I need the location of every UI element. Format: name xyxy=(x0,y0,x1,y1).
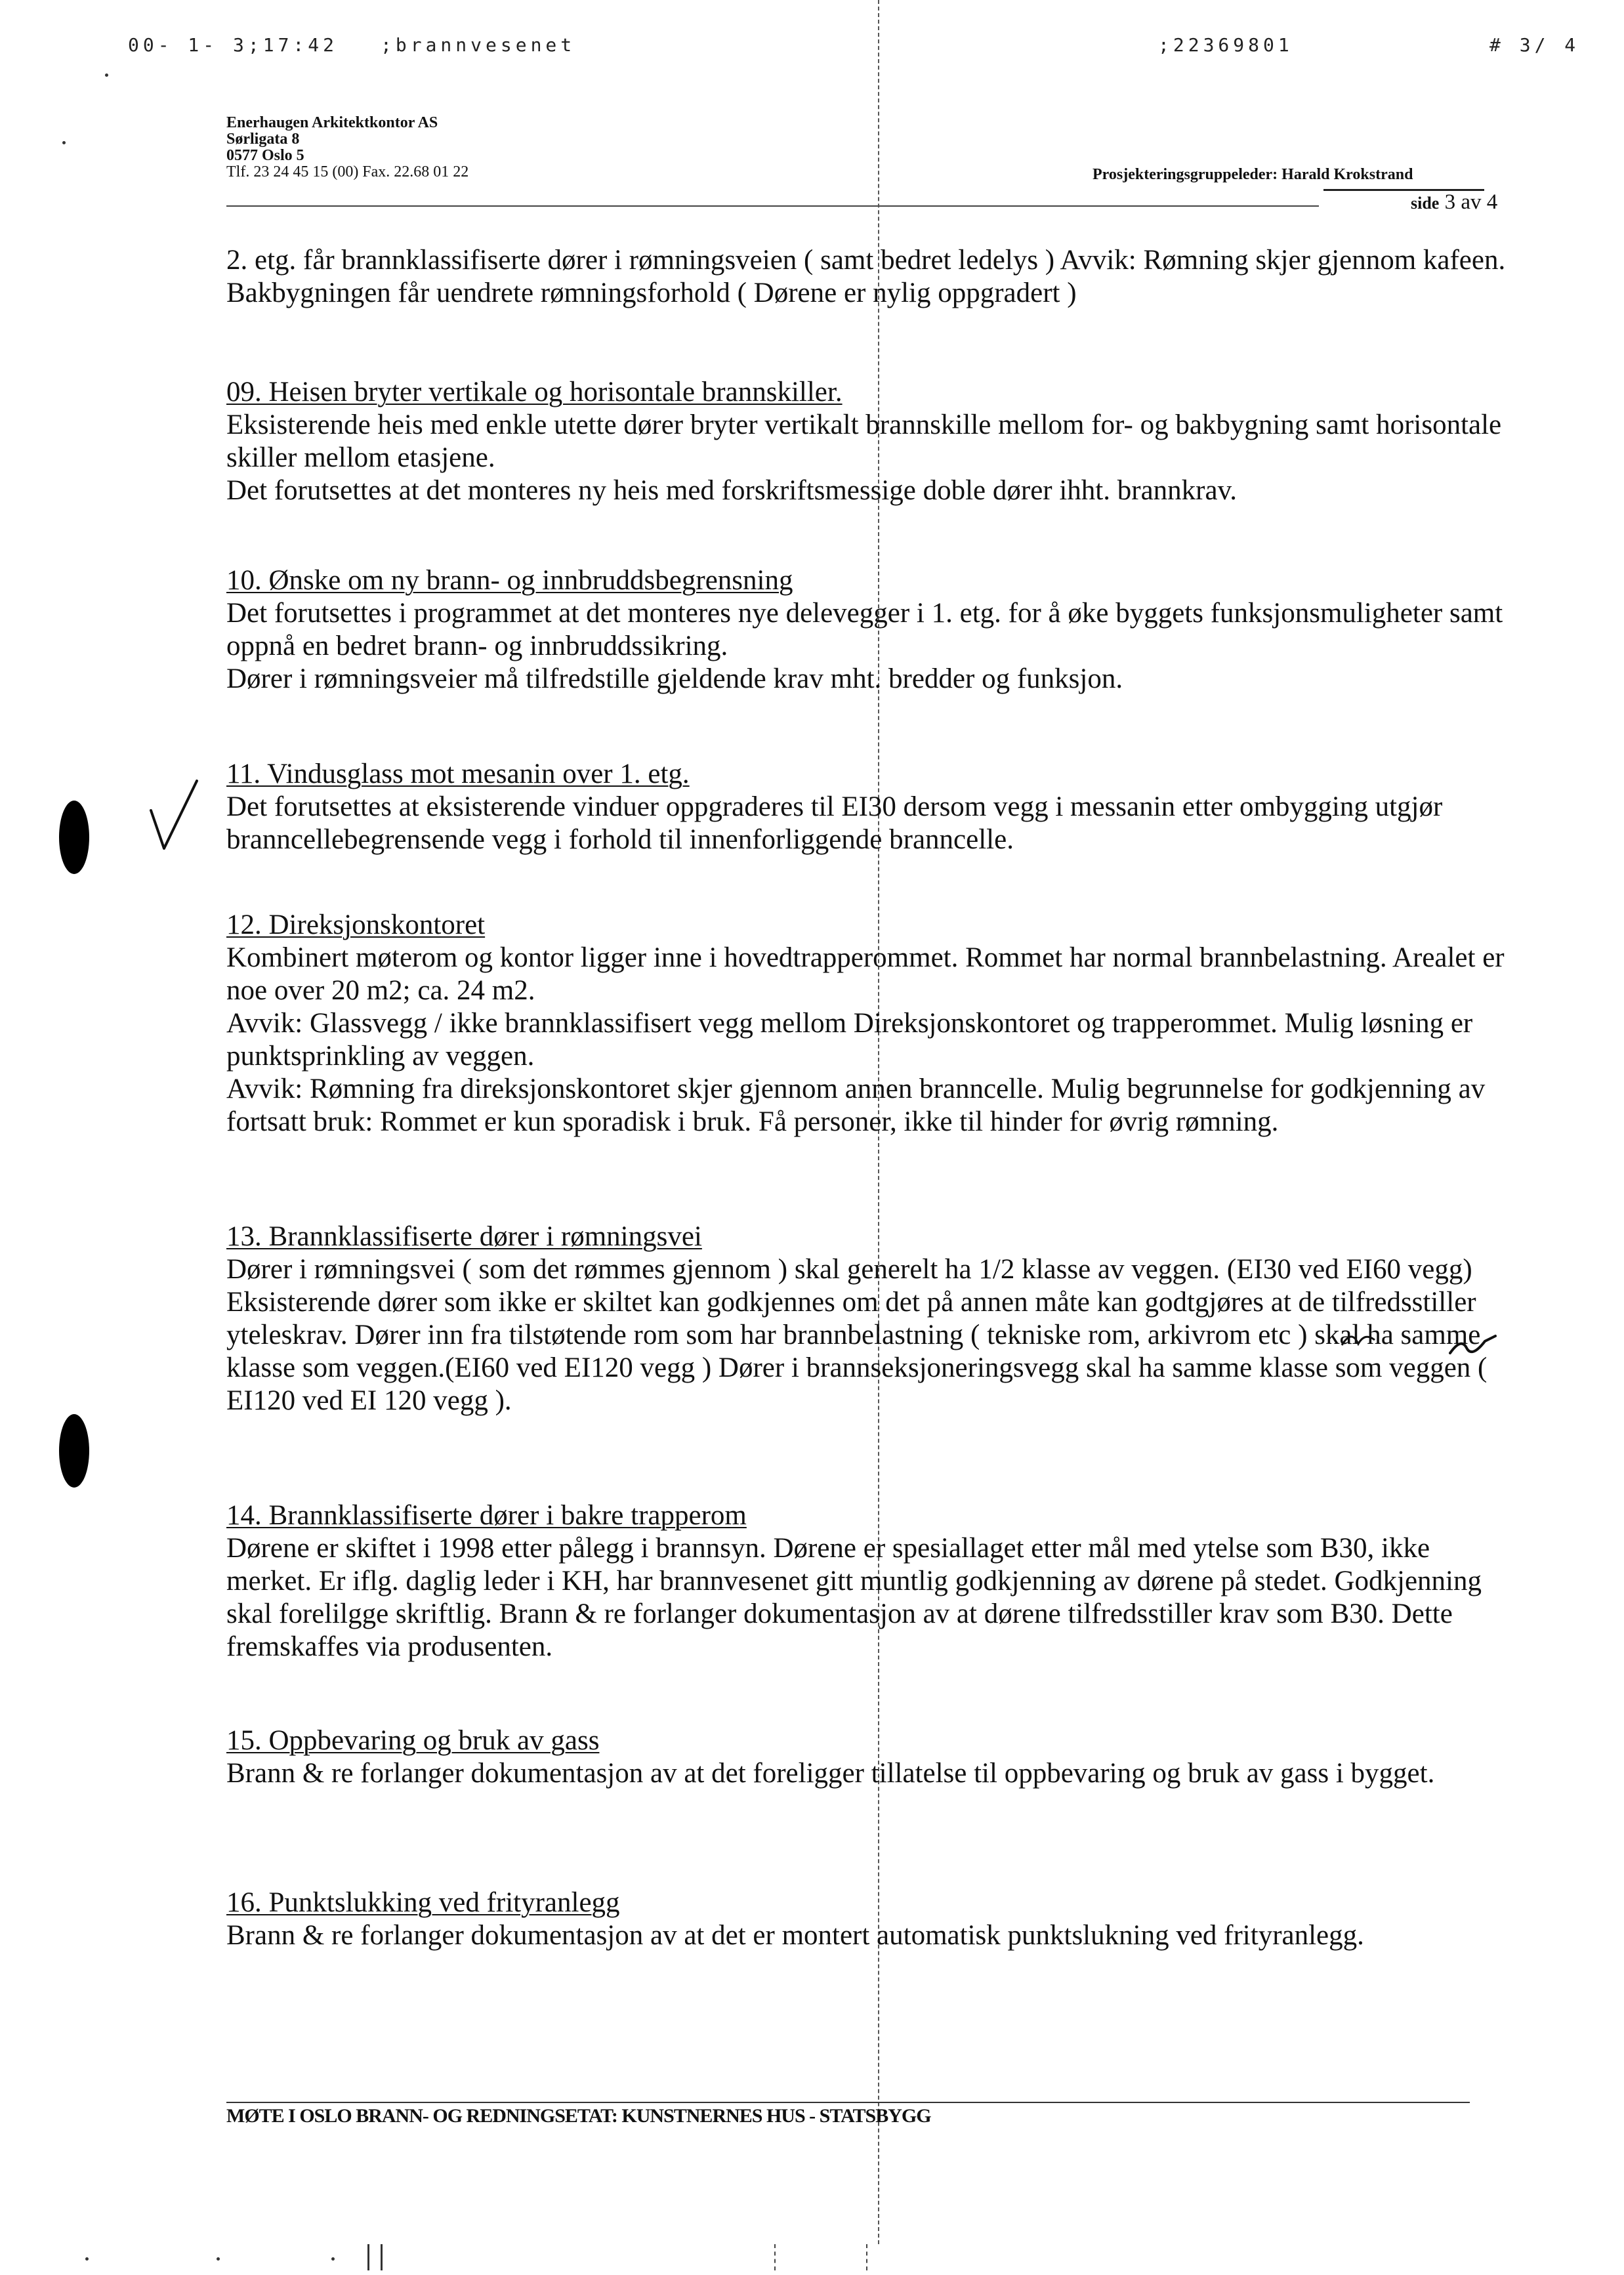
section-heading: 09. Heisen bryter vertikale og horisontale brannskiller. xyxy=(226,377,843,407)
section-paragraph: Dører i rømningsveier må tilfredstille gjeldende krav mht. bredder og funksjon. xyxy=(226,663,1123,694)
section-heading: 14. Brannklassifiserte dører i bakre trapperom xyxy=(226,1500,747,1531)
scan-speck xyxy=(85,2257,89,2261)
scan-artifact-line xyxy=(381,2244,383,2270)
checkmark-icon xyxy=(148,778,200,853)
section-10 xyxy=(226,564,1506,696)
punch-hole-icon xyxy=(59,801,89,874)
section-heading: 11. Vindusglass mot mesanin over 1. etg. xyxy=(226,759,690,789)
section-paragraph: Det forutsettes i programmet at det monteres nye delevegger i 1. etg. for å øke byggets funksjonsmuligheter samt oppnå en bedret brann- og innbruddssikring. xyxy=(226,598,1503,661)
punch-hole-icon xyxy=(59,1414,89,1488)
intro-block xyxy=(226,244,1506,310)
section-11 xyxy=(226,758,1506,856)
intro-line: Bakbygningen får uendrete rømningsforhold ( Dørene er nylig oppgradert ) xyxy=(226,278,1077,308)
page-indicator xyxy=(1411,190,1497,215)
page-label: side xyxy=(1411,194,1440,213)
header-rule xyxy=(226,205,1319,207)
scan-artifact-line xyxy=(866,2244,867,2270)
scan-artifact-line xyxy=(774,2244,776,2270)
section-paragraph: Det forutsettes at eksisterende vinduer oppgraderes til EI30 dersom vegg i messanin etter ombygging utgjør branncellebegrensende vegg i forhold til innenforliggende branncelle. xyxy=(226,791,1443,855)
section-13 xyxy=(226,1221,1506,1417)
fax-datetime: 00- 1- 3;17:42 xyxy=(128,34,339,56)
section-09 xyxy=(226,376,1506,507)
section-14 xyxy=(226,1499,1506,1663)
section-paragraph: Brann & re forlanger dokumentasjon av at det er montert automatisk punktslukning ved frityranlegg. xyxy=(226,1920,1364,1951)
letterhead-street: Sørligata 8 xyxy=(226,131,300,148)
scan-speck xyxy=(217,2257,220,2261)
section-paragraph: Avvik: Glassvegg / ikke brannklassifisert vegg mellom Direksjonskontoret og trapperommet. Mulig løsning er punktsprinkling av veggen. xyxy=(226,1008,1473,1072)
section-heading: 10. Ønske om ny brann- og innbruddsbegrensning xyxy=(226,565,793,596)
section-heading: 12. Direksjonskontoret xyxy=(226,909,486,940)
scan-speck xyxy=(331,2257,335,2261)
footer-rule xyxy=(226,2102,1470,2103)
handwritten-mark-icon xyxy=(1447,1332,1499,1362)
section-15 xyxy=(226,1724,1506,1790)
page-number: 3 av 4 xyxy=(1444,190,1498,214)
section-paragraph: Avvik: Rømning fra direksjonskontoret skjer gjennom annen branncelle. Mulig begrunnelse for godkjenning av fortsatt bruk: Rommet er kun sporadisk i bruk. Få personer, ikke til hinder for øvrig rømning. xyxy=(226,1074,1486,1137)
fax-page-marker: # 3/ 4 xyxy=(1489,34,1580,56)
scan-speck xyxy=(62,141,66,144)
section-12 xyxy=(226,909,1506,1138)
letterhead-company: Enerhaugen Arkitektkontor AS xyxy=(226,114,438,131)
section-paragraph: Brann & re forlanger dokumentasjon av at det foreligger tillatelse til oppbevaring og bruk av gass i bygget. xyxy=(226,1758,1435,1789)
section-paragraph: Kombinert møterom og kontor ligger inne i hovedtrapperommet. Rommet har normal brannbelastning. Arealet er noe over 20 m2; ca. 24 m2. xyxy=(226,942,1505,1006)
fax-sender: ;brannvesenet xyxy=(381,34,576,56)
section-heading: 16. Punktslukking ved frityranlegg xyxy=(226,1887,620,1918)
intro-line: 2. etg. får brannklassifiserte dører i rømningsveien ( samt bedret ledelys ) Avvik: Rømning skjer gjennom kafeen. xyxy=(226,245,1506,276)
section-paragraph: Dører i rømningsvei ( som det rømmes gjennom ) skal generelt ha 1/2 klasse av veggen. (EI30 ved EI60 vegg) Eksisterende dører som ikke er skiltet kan godkjennes om det på annen måte kan godtgjøres at de tilfredsstiller yteleskrav. Dører inn fra tilstøtende rom som har brannbelastning ( tekniske rom, arkivrom etc ) skal ha samme klasse som veggen.(EI60 ved EI120 vegg ) Dører i brannseksjoneringsvegg skal ha samme klasse som veggen ( EI120 ved EI 120 vegg ). xyxy=(226,1254,1488,1416)
fax-number: ;22369801 xyxy=(1158,34,1293,56)
letterhead-phone-fax: Tlf. 23 24 45 15 (00) Fax. 22.68 01 22 xyxy=(226,163,469,180)
section-paragraph: Dørene er skiftet i 1998 etter pålegg i brannsyn. Dørene er spesiallaget etter mål med ytelse som B30, ikke merket. Er iflg. daglig leder i KH, har brannvesenet gitt muntlig godkjenning av dørene på stedet. Godkjenning skal forelilgge skriftlig. Brann & re forlanger dokumentasjon av at dørene tilfredsstiller krav som B30. Dette fremskaffes via produsenten. xyxy=(226,1533,1482,1662)
correction-scribble-icon xyxy=(1339,1325,1378,1352)
letterhead-postal: 0577 Oslo 5 xyxy=(226,147,304,164)
section-paragraph: Eksisterende heis med enkle utette dører bryter vertikalt brannskille mellom for- og bakbygning samt horisontale skiller mellom etasjene. xyxy=(226,409,1502,473)
scan-artifact-line xyxy=(367,2244,369,2270)
section-heading: 13. Brannklassifiserte dører i rømningsvei xyxy=(226,1221,702,1252)
scan-speck xyxy=(105,73,108,77)
section-16 xyxy=(226,1887,1506,1952)
letterhead-project-leader: Prosjekteringsgruppeleder: Harald Krokstrand xyxy=(1093,166,1413,183)
footer-text: MØTE I OSLO BRANN- OG REDNINGSETAT: KUNSTNERNES HUS - STATSBYGG xyxy=(226,2105,931,2127)
section-paragraph: Det forutsettes at det monteres ny heis med forskriftsmessige doble dører ihht. brannkrav. xyxy=(226,475,1238,506)
section-heading: 15. Oppbevaring og bruk av gass xyxy=(226,1725,600,1756)
